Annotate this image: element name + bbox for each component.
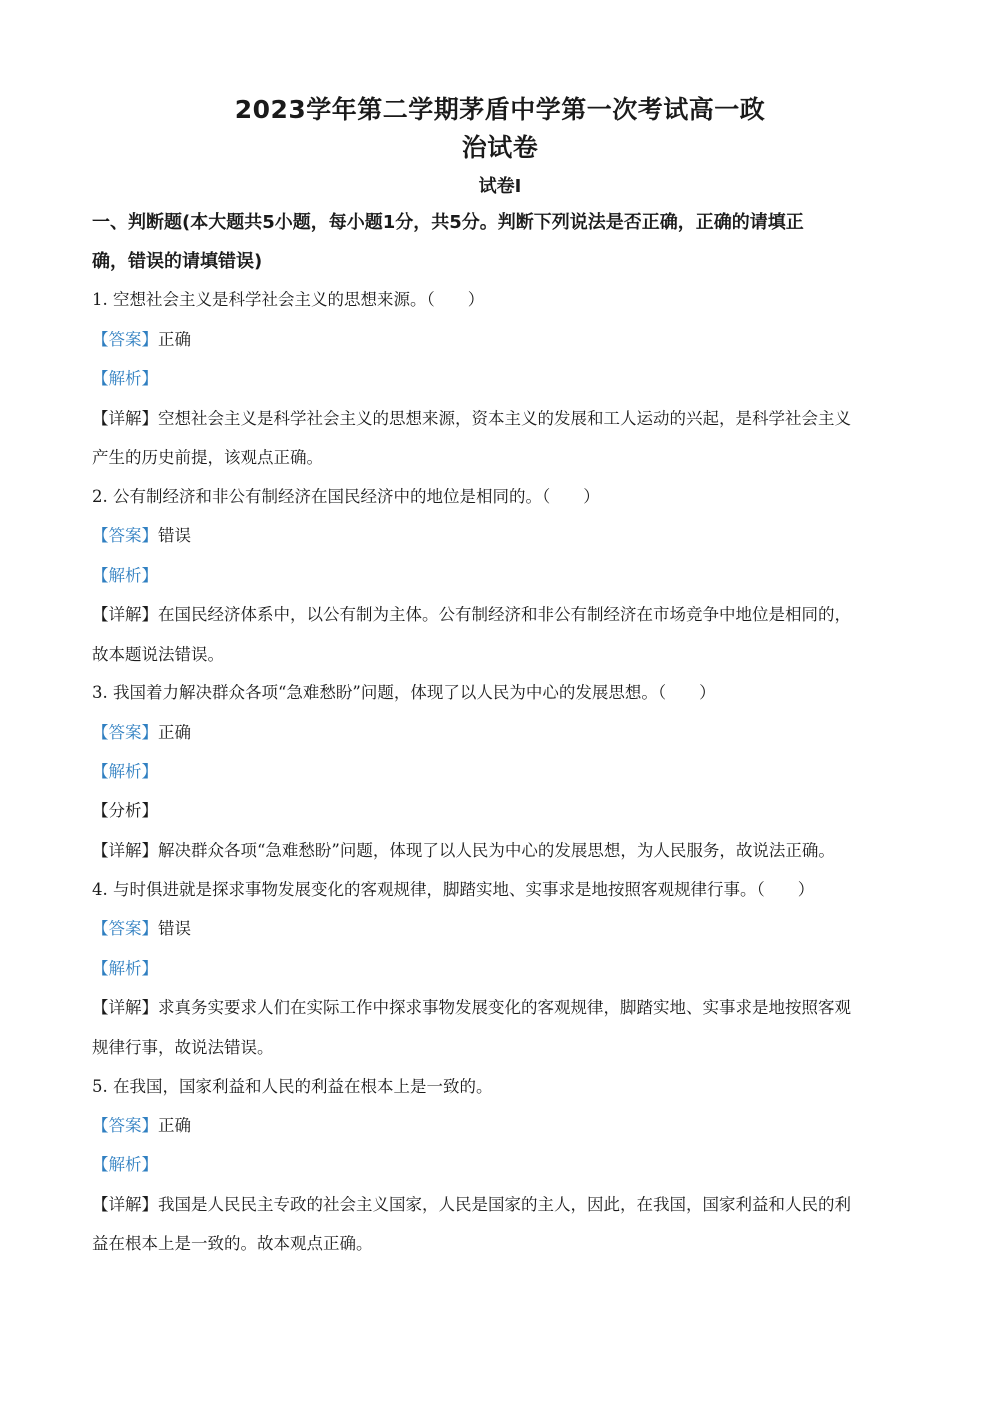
question-5-stem: 5. 在我国，国家利益和人民的利益在根本上是一致的。: [92, 1077, 493, 1096]
detail-label: 【详解】: [92, 1195, 158, 1214]
question-2-detail-line2: 故本题说法错误。: [92, 645, 224, 664]
section-heading-line2: 确，错误的请填错误): [92, 251, 263, 272]
detail-text: 在国民经济体系中，以公有制为主体。公有制经济和非公有制经济在市场竞争中地位是相同的，: [158, 605, 851, 624]
question-3-fenxi: [92, 799, 912, 823]
analysis-label: 【解析】: [92, 959, 158, 978]
detail-text: 解决群众各项“急难愁盼”问题，体现了以人民为中心的发展思想，为人民服务，故说法正确。: [158, 841, 835, 860]
answer-value: 正确: [158, 723, 191, 742]
analysis-label: 【解析】: [92, 762, 158, 781]
answer-label: 【答案】: [92, 723, 158, 742]
exam-subtitle: 试卷Ⅰ: [478, 176, 522, 197]
question-1-answer: [92, 328, 912, 352]
answer-value: 错误: [158, 526, 191, 545]
detail-text: 空想社会主义是科学社会主义的思想来源，资本主义的发展和工人运动的兴起，是科学社会主义: [158, 409, 851, 428]
question-4-detail-line2: 规律行事，故说法错误。: [92, 1038, 274, 1057]
detail-label: 【详解】: [92, 409, 158, 428]
exam-title-line2: 治试卷: [461, 133, 539, 162]
detail-label: 【详解】: [92, 841, 158, 860]
question-4-answer: [92, 917, 912, 941]
question-4-analysis: [92, 957, 912, 981]
answer-label: 【答案】: [92, 526, 158, 545]
question-5-detail-line1: [92, 1193, 912, 1217]
analysis-label: 【解析】: [92, 369, 158, 388]
question-1-stem: 1. 空想社会主义是科学社会主义的思想来源。（ ）: [92, 290, 485, 309]
question-2-detail-line1: [92, 603, 912, 627]
question-1-detail-line2: 产生的历史前提，该观点正确。: [92, 448, 323, 467]
section-heading: [92, 203, 912, 281]
question-5-answer: [92, 1114, 912, 1138]
question-3-answer: [92, 721, 912, 745]
question-4-detail-line1: [92, 996, 912, 1020]
question-2-answer: [92, 524, 912, 548]
answer-value: 正确: [158, 1116, 191, 1135]
question-5-detail-line2: 益在根本上是一致的。故本观点正确。: [92, 1234, 373, 1253]
detail-text: 我国是人民民主专政的社会主义国家，人民是国家的主人，因此，在我国，国家利益和人民的利: [158, 1195, 851, 1214]
question-2-analysis: [92, 564, 912, 588]
exam-title-line1: 2023学年第二学期茅盾中学第一次考试高一政: [234, 95, 766, 124]
fenxi-label: 【分析】: [92, 801, 158, 820]
answer-label: 【答案】: [92, 1116, 158, 1135]
question-3-stem: 3. 我国着力解决群众各项“急难愁盼”问题，体现了以人民为中心的发展思想。（ ）: [92, 683, 716, 702]
question-4-stem: 4. 与时俱进就是探求事物发展变化的客观规律，脚踏实地、实事求是地按照客观规律行事。（ ）: [92, 880, 815, 899]
section-heading-line1: 一、判断题(本大题共5小题，每小题1分，共5分。判断下列说法是否正确，正确的请填正: [92, 212, 804, 233]
answer-label: 【答案】: [92, 330, 158, 349]
question-1-analysis: [92, 367, 912, 391]
analysis-label: 【解析】: [92, 566, 158, 585]
question-3-detail-line1: [92, 839, 912, 863]
answer-value: 正确: [158, 330, 191, 349]
question-2-stem: 2. 公有制经济和非公有制经济在国民经济中的地位是相同的。（ ）: [92, 487, 600, 506]
question-3-analysis: [92, 760, 912, 784]
detail-label: 【详解】: [92, 998, 158, 1017]
question-1-detail-line1: [92, 407, 912, 431]
detail-text: 求真务实要求人们在实际工作中探求事物发展变化的客观规律，脚踏实地、实事求是地按照客观: [158, 998, 851, 1017]
answer-label: 【答案】: [92, 919, 158, 938]
analysis-label: 【解析】: [92, 1155, 158, 1174]
detail-label: 【详解】: [92, 605, 158, 624]
question-5-analysis: [92, 1153, 912, 1177]
answer-value: 错误: [158, 919, 191, 938]
